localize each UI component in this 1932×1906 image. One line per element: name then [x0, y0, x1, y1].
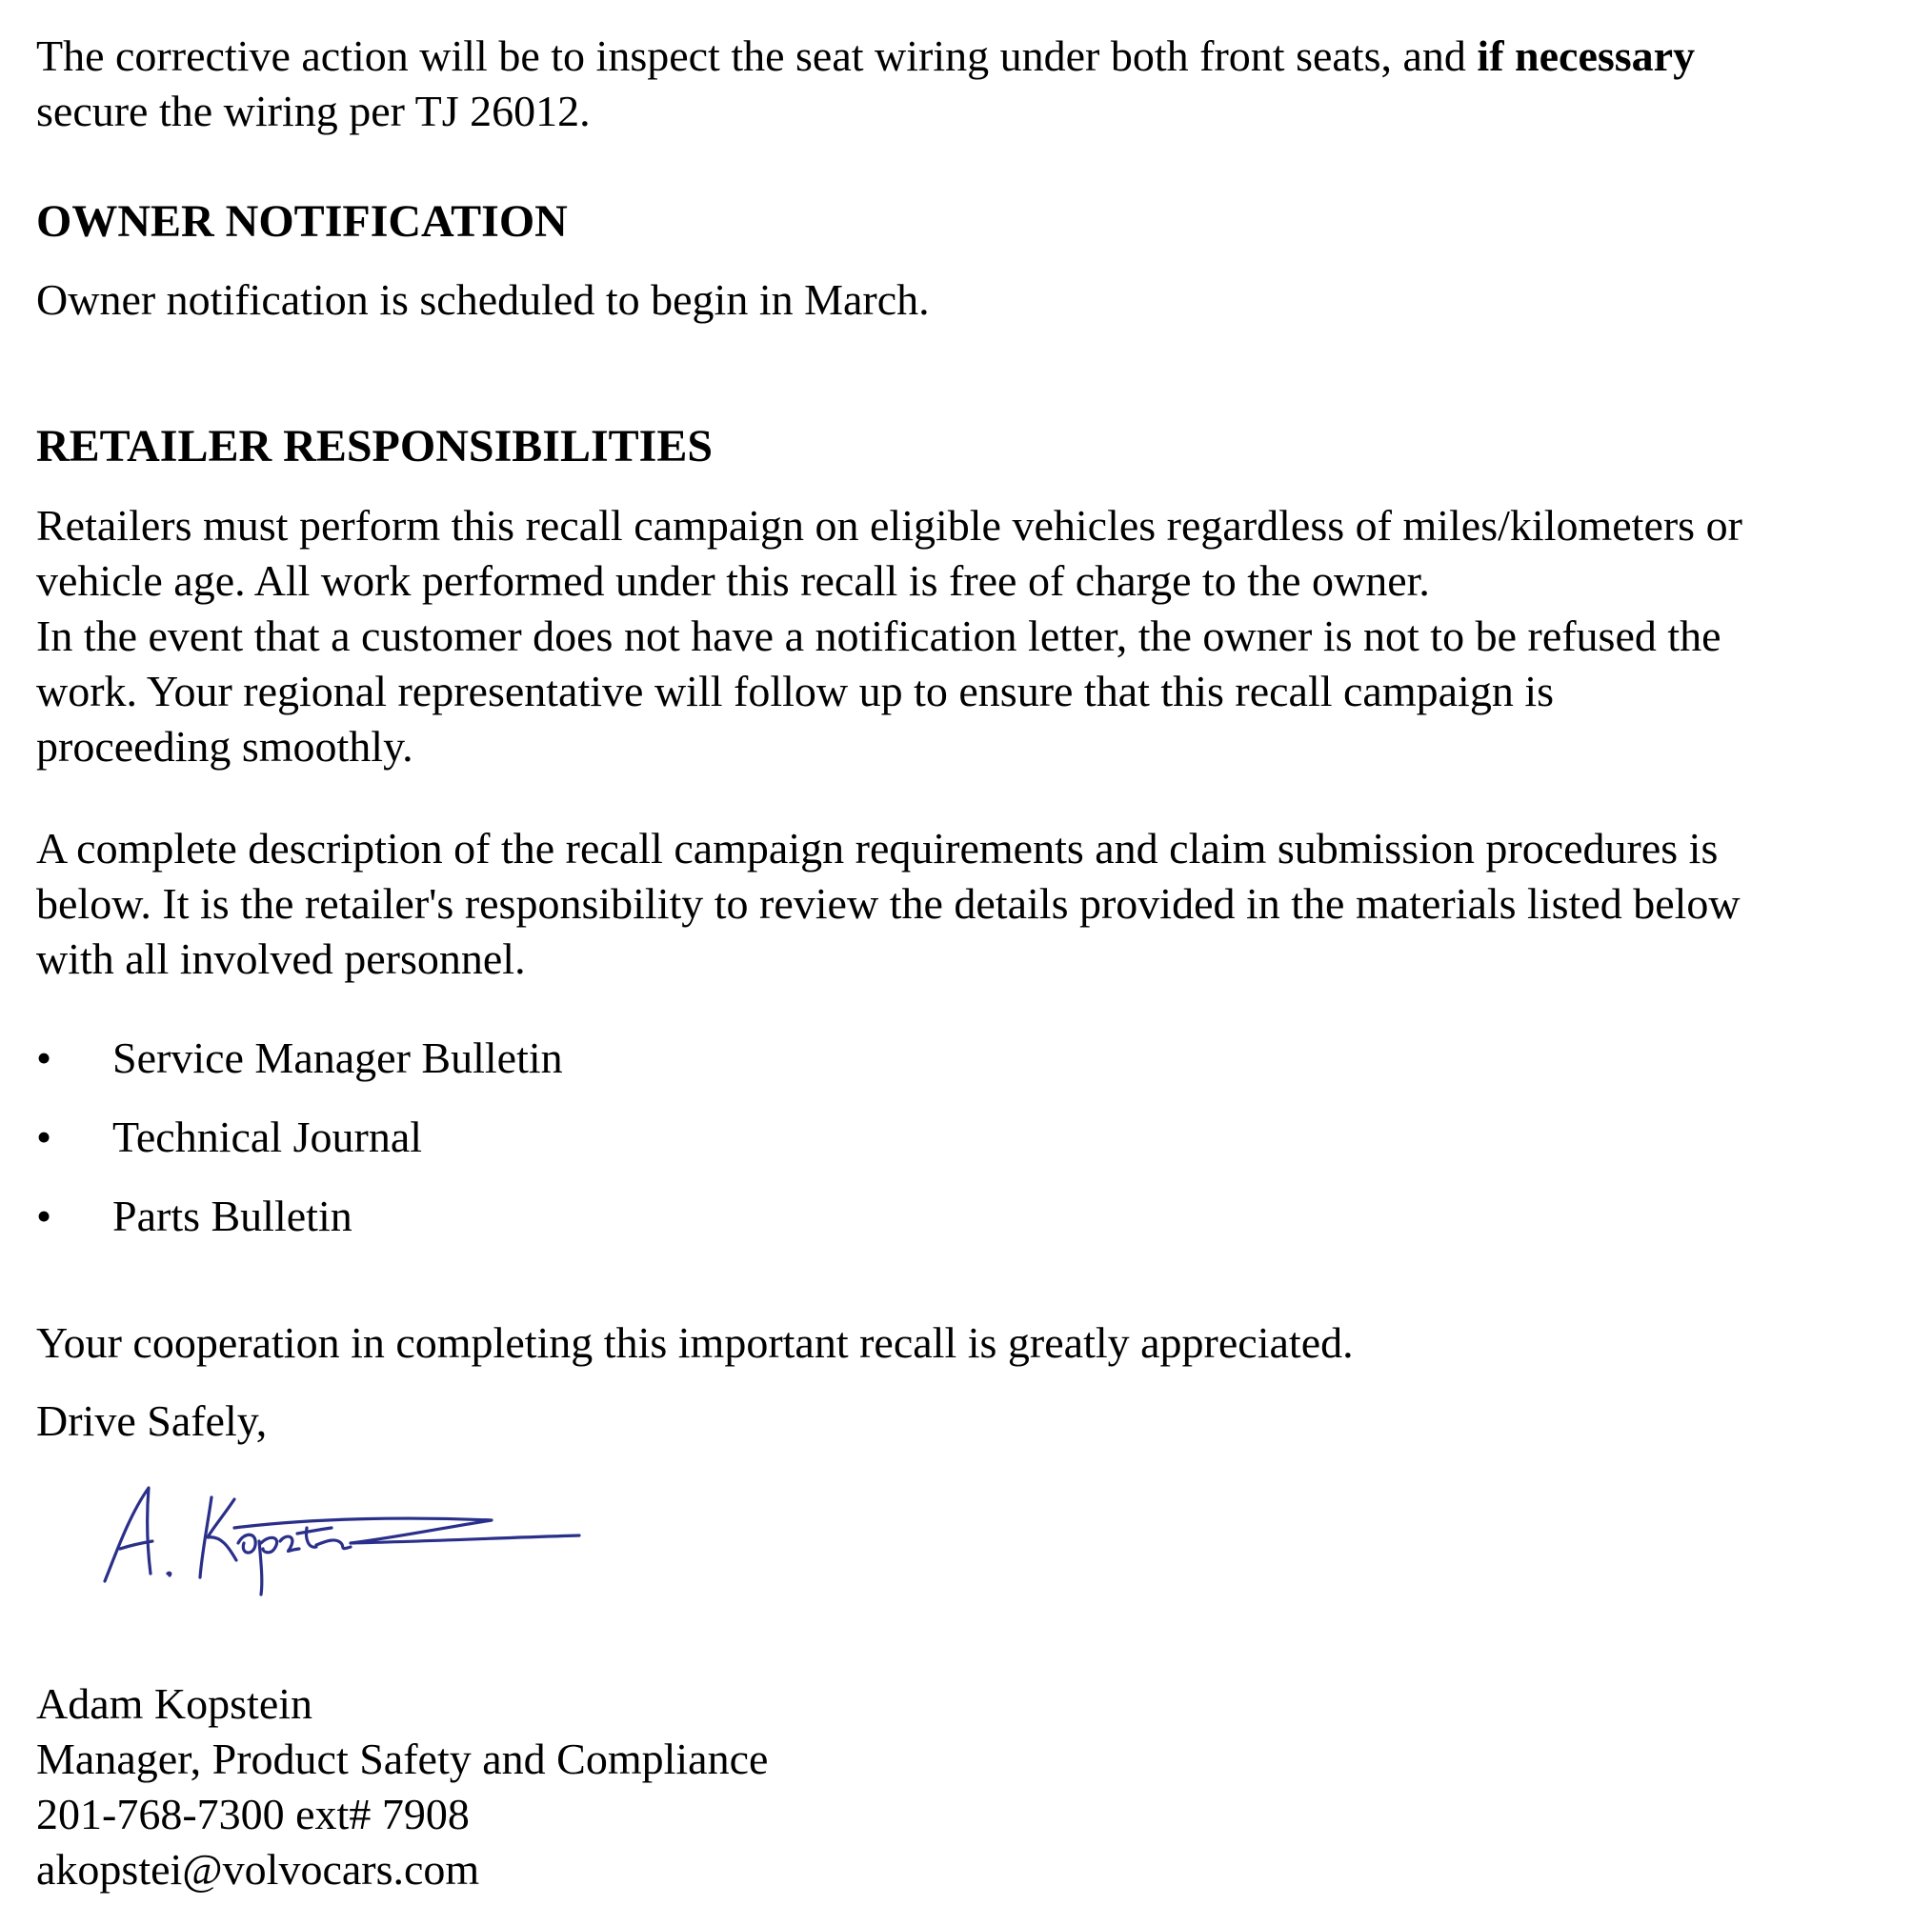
retailer-responsibilities-heading: RETAILER RESPONSIBILITIES: [36, 421, 714, 471]
handwritten-signature: [91, 1475, 587, 1598]
bullet-icon: •: [36, 1192, 52, 1240]
list-item-text: Parts Bulletin: [112, 1192, 352, 1240]
signature-strokes: [105, 1488, 579, 1595]
closing-cooperation: Your cooperation in completing this important recall is greatly appreciated.: [36, 1318, 1354, 1367]
retailer-para1-line-4: work. Your regional representative will follow up to ensure that this recall campaign is: [36, 667, 1554, 715]
intro-line-1-bold: if necessary: [1477, 31, 1696, 80]
closing-sign-off: Drive Safely,: [36, 1396, 268, 1445]
retailer-para2-line-3: with all involved personnel.: [36, 934, 526, 983]
intro-line-1: [36, 29, 1695, 84]
intro-line-1-text: The corrective action will be to inspect the seat wiring under both front seats, and: [36, 31, 1478, 80]
signatory-phone: 201-768-7300 ext# 7908: [36, 1790, 470, 1838]
list-item-text: Technical Journal: [112, 1113, 423, 1161]
bullet-icon: •: [36, 1113, 52, 1161]
owner-notification-heading: OWNER NOTIFICATION: [36, 196, 568, 247]
signatory-email: akopstei@volvocars.com: [36, 1845, 480, 1894]
retailer-para1-line-2: vehicle age. All work performed under this recall is free of charge to the owner.: [36, 556, 1430, 605]
signatory-name: Adam Kopstein: [36, 1679, 313, 1728]
signatory-title: Manager, Product Safety and Compliance: [36, 1735, 769, 1783]
retailer-para2-line-1: A complete description of the recall campaign requirements and claim submission procedures is: [36, 824, 1719, 873]
bullet-icon: •: [36, 1033, 52, 1082]
intro-line-2: secure the wiring per TJ 26012.: [36, 87, 591, 135]
retailer-para1-line-5: proceeding smoothly.: [36, 722, 413, 771]
retailer-para1-line-3: In the event that a customer does not have a notification letter, the owner is not to be refused the: [36, 612, 1721, 660]
owner-notification-text: Owner notification is scheduled to begin in March.: [36, 275, 930, 324]
list-item-text: Service Manager Bulletin: [112, 1033, 563, 1082]
retailer-para2-line-2: below. It is the retailer's responsibility to review the details provided in the materials listed below: [36, 879, 1741, 928]
retailer-para1-line-1: Retailers must perform this recall campaign on eligible vehicles regardless of miles/kilometers or: [36, 501, 1742, 550]
